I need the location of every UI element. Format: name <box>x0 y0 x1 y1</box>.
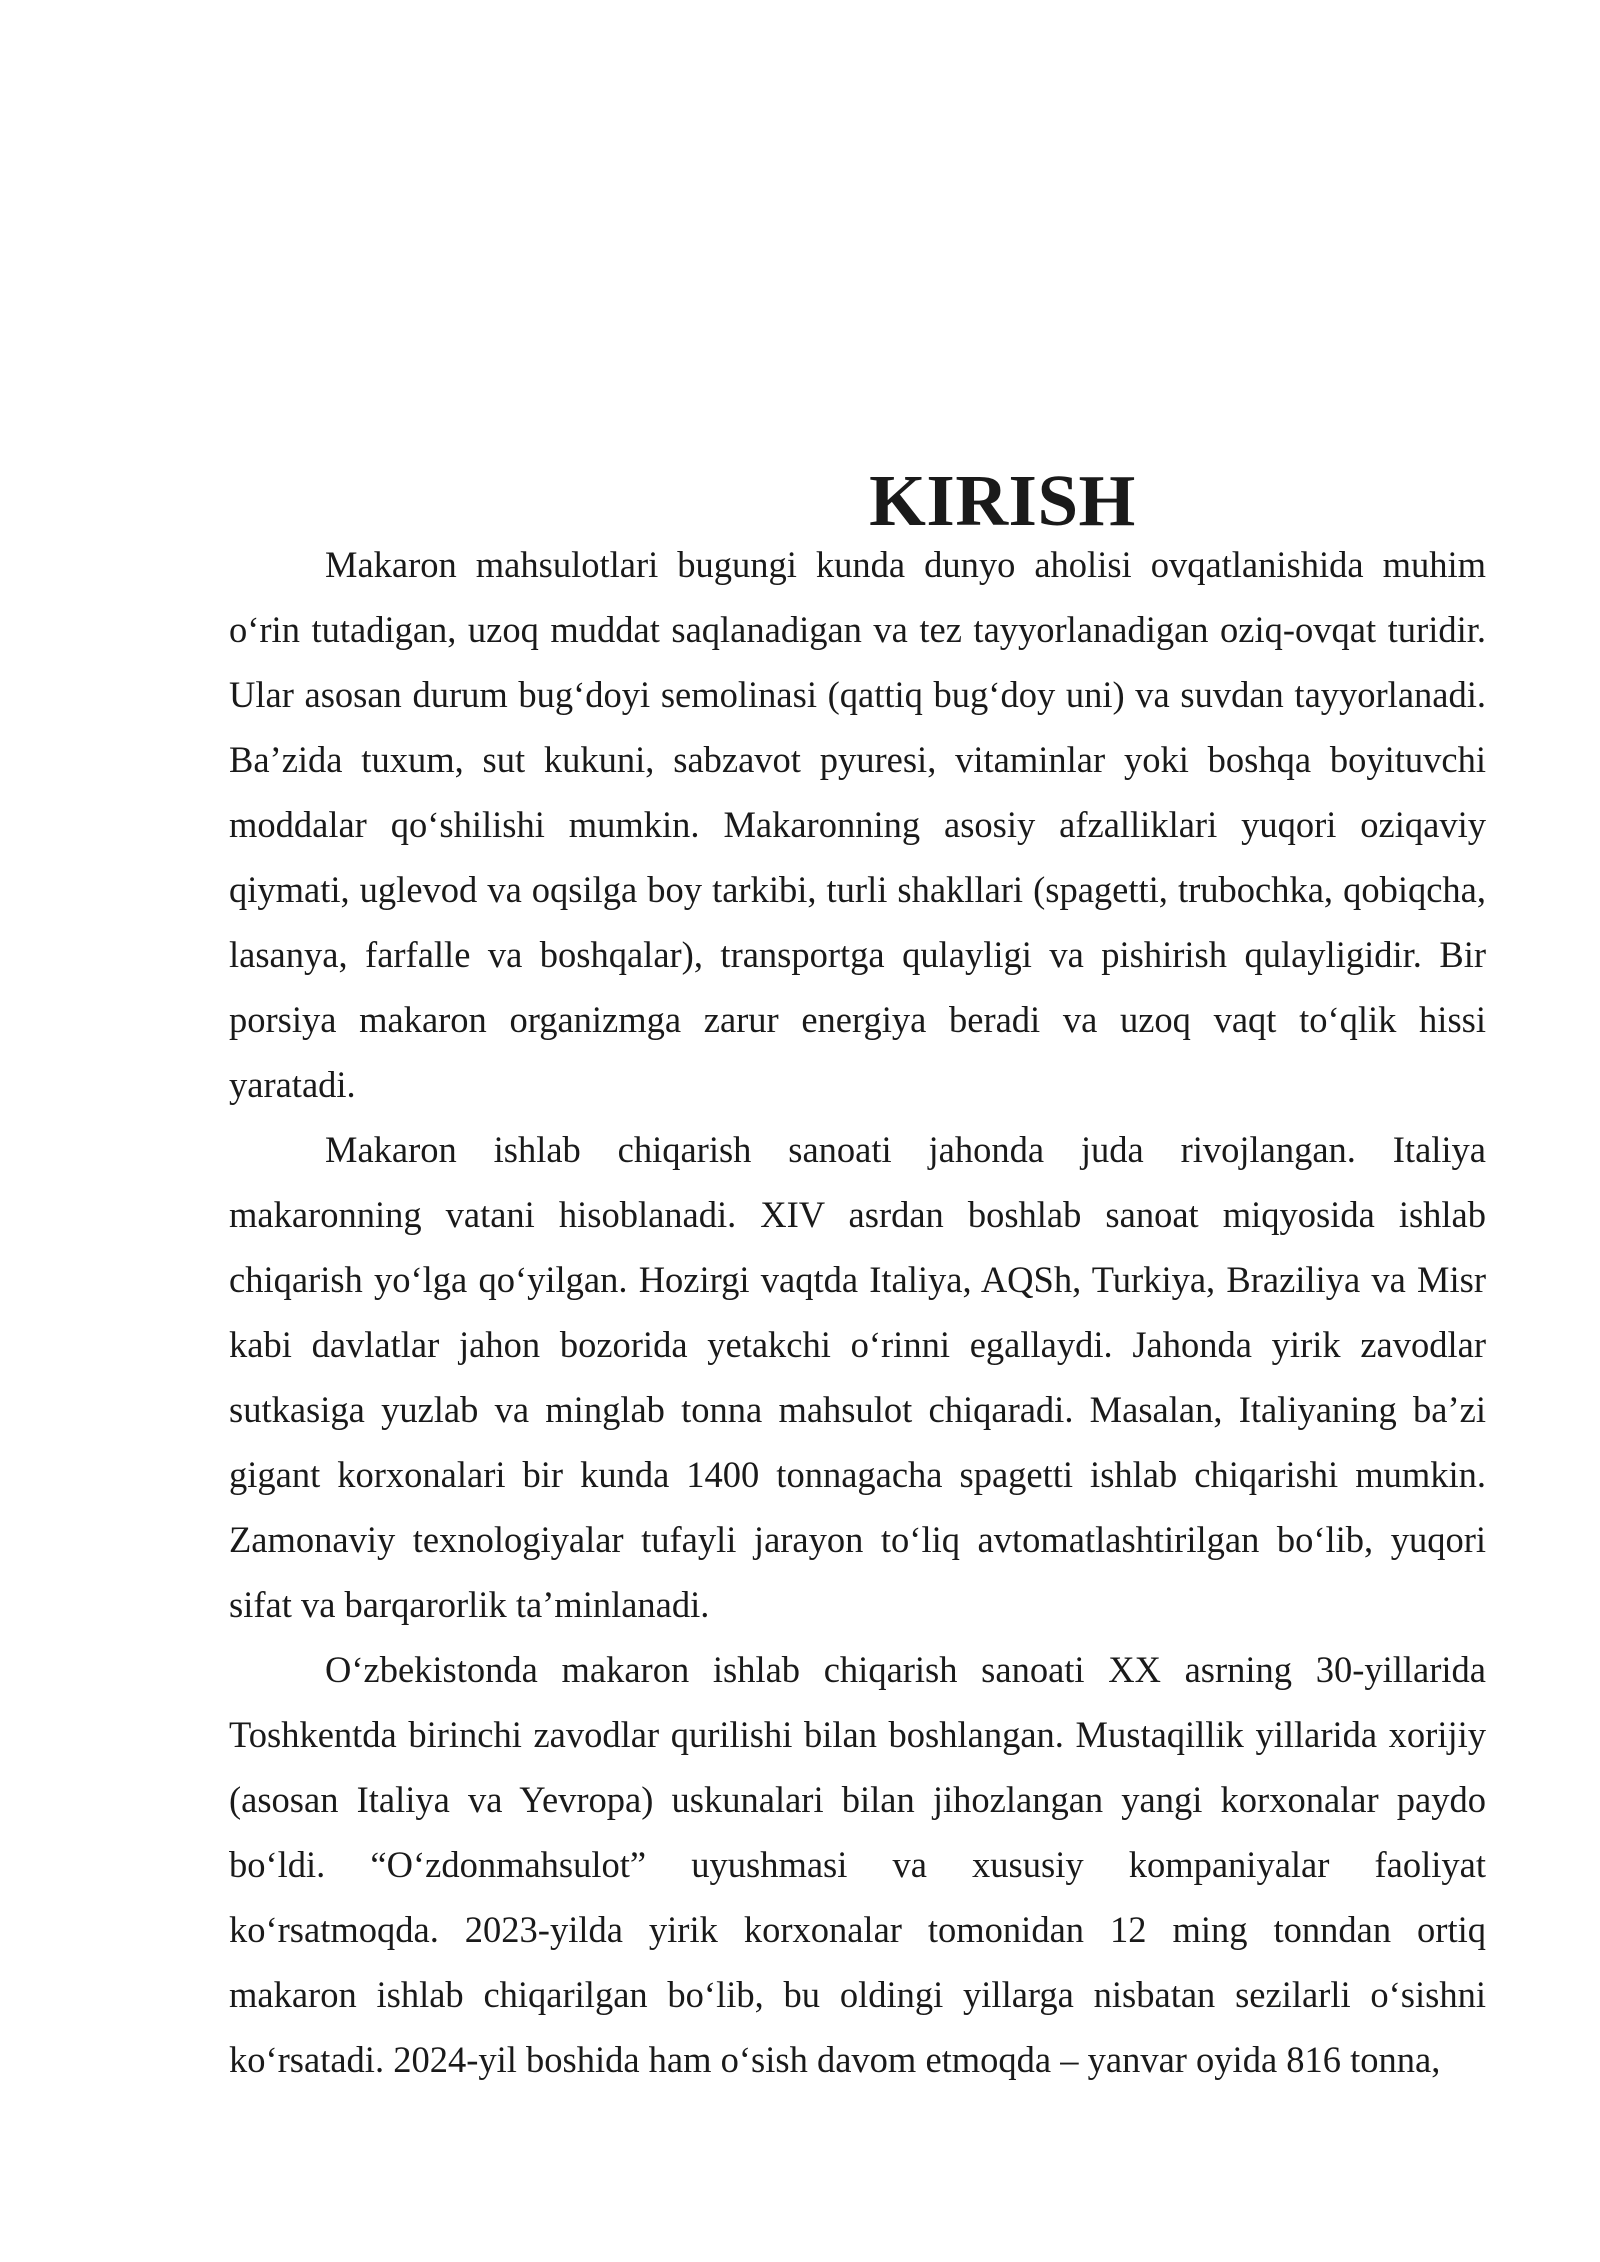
paragraph-uzbekistan-industry: O‘zbekistonda makaron ishlab chiqarish sanoati XX asrning 30-yillarida Toshkentda birinchi zavodlar qurilishi bilan boshlangan. Mustaqillik yillarida xorijiy (asosan Italiya va Yevropa) uskunalari bilan jihozlangan yangi korxonalar paydo bo‘ldi. “O‘zdonmahsulot” uyushmasi va xususiy kompaniyalar faoliyat ko‘rsatmoqda. 2023-yilda yirik korxonalar tomonidan 12 ming tonndan ortiq makaron ishlab chiqarilgan bo‘lib, bu oldingi yillarga nisbatan sezilarli o‘sishni ko‘rsatadi. 2024-yil boshida ham o‘sish davom etmoqda – yanvar oyida 816 tonna, <box>229 1649 1486 2080</box>
section-heading: KIRISH <box>869 460 1136 541</box>
document-body <box>229 460 1486 2092</box>
paragraph-intro: Makaron mahsulotlari bugungi kunda dunyo aholisi ovqatlanishida muhim o‘rin tutadigan, uzoq muddat saqlanadigan va tez tayyorlanadigan oziq-ovqat turidir. Ular asosan durum bug‘doyi semolinasi (qattiq bug‘doy uni) va suvdan tayyorlanadi. Ba’zida tuxum, sut kukuni, sabzavot pyuresi, vitaminlar yoki boshqa boyituvchi moddalar qo‘shilishi mumkin. Makaronning asosiy afzalliklari yuqori oziqaviy qiymati, uglevod va oqsilga boy tarkibi, turli shakllari (spagetti, trubochka, qobiqcha, lasanya, farfalle va boshqalar), transportga qulayligi va pishirish qulayligidir. Bir porsiya makaron organizmga zarur energiya beradi va uzoq vaqt to‘qlik hissi yaratadi. <box>229 544 1486 1105</box>
paragraph-world-industry: Makaron ishlab chiqarish sanoati jahonda juda rivojlangan. Italiya makaronning vatani hisoblanadi. XIV asrdan boshlab sanoat miqyosida ishlab chiqarish yo‘lga qo‘yilgan. Hozirgi vaqtda Italiya, AQSh, Turkiya, Braziliya va Misr kabi davlatlar jahon bozorida yetakchi o‘rinni egallaydi. Jahonda yirik zavodlar sutkasiga yuzlab va minglab tonna mahsulot chiqaradi. Masalan, Italiyaning ba’zi gigant korxonalari bir kunda 1400 tonnagacha spagetti ishlab chiqarishi mumkin. Zamonaviy texnologiyalar tufayli jarayon to‘liq avtomatlashtirilgan bo‘lib, yuqori sifat va barqarorlik ta’minlanadi. <box>229 1129 1486 1625</box>
